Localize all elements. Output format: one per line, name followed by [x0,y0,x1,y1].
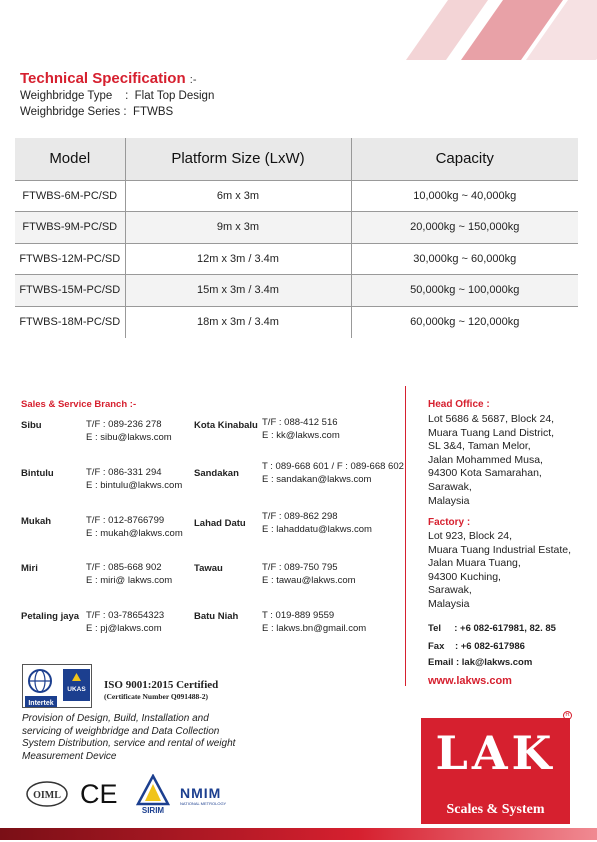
branch-contact: T/F : 012-8766799 E : mukah@lakws.com [86,515,183,539]
cell-size: 6m x 3m [125,180,351,212]
header-platform-size: Platform Size (LxW) [125,138,351,180]
branch-name: Mukah [21,516,52,527]
email[interactable]: Email : lak@lakws.com [428,657,533,668]
sirim-icon [134,774,172,814]
table-row [15,180,578,212]
branch-name: Sibu [21,420,42,431]
table-row [15,243,578,275]
tel: Tel : +6 082-617981, 82. 85 [428,623,556,634]
spec-series: Weighbridge Series : FTWBS [20,106,174,118]
branch-contact: T/F : 085-668 902 E : miri@ lakws.com [86,562,173,586]
svg-text:SIRIM: SIRIM [141,806,165,814]
certification-logos [22,664,92,708]
factory-heading: Factory : [428,517,471,528]
footer-bar [0,828,597,840]
table-row [15,212,578,244]
header-capacity: Capacity [351,138,578,180]
branch-contact: T/F : 086-331 294 E : bintulu@lakws.com [86,467,183,491]
head-office-address: Lot 5686 & 5687, Block 24, Muara Tuang Land District, SL 3&4, Taman Melor, Jalan Mohammed Musa, 94300 Kota Samarahan, Sarawak, Malaysia [428,413,555,507]
svg-text:UKAS: UKAS [67,686,86,693]
cell-size: 9m x 3m [125,212,351,244]
nmim-logo: NMIM NATIONAL METROLOGY [180,785,227,806]
oiml-icon [25,780,69,808]
branch-name: Bintulu [21,468,54,479]
branch-contact: T/F : 088-412 516 E : kk@lakws.com [262,417,340,441]
cell-model: FTWBS-15M-PC/SD [15,275,125,307]
svg-text:OIML: OIML [33,790,61,801]
spec-type: Weighbridge Type : Flat Top Design [20,90,215,102]
registered-icon: R [563,711,572,720]
cell-capacity: 20,000kg ~ 150,000kg [351,212,578,244]
cell-size: 12m x 3m / 3.4m [125,243,351,275]
fax: Fax : +6 082-617986 [428,641,525,652]
branch-name: Lahad Datu [194,518,246,529]
cell-model: FTWBS-12M-PC/SD [15,243,125,275]
iso-certificate-number: (Certificate Number Q091488-2) [104,692,208,701]
header-model: Model [15,138,125,180]
branch-contact: T/F : 03-78654323 E : pj@lakws.com [86,610,165,634]
cell-model: FTWBS-6M-PC/SD [15,180,125,212]
branch-name: Batu Niah [194,611,239,622]
cell-capacity: 10,000kg ~ 40,000kg [351,180,578,212]
iso-certified: ISO 9001:2015 Certified [104,679,219,691]
page-title: Technical Specification :- [20,70,197,87]
branch-name: Tawau [194,563,223,574]
cell-size: 15m x 3m / 3.4m [125,275,351,307]
cell-capacity: 50,000kg ~ 100,000kg [351,275,578,307]
branch-name: Sandakan [194,468,239,479]
header-decoration [367,0,597,60]
cell-capacity: 60,000kg ~ 120,000kg [351,306,578,338]
ce-mark-icon: CE [80,779,118,809]
lak-logo: LAK Scales & System [421,718,570,824]
spec-table [15,138,578,338]
branch-name: Kota Kinabalu [194,420,258,431]
branch-contact: T/F : 089-862 298 E : lahaddatu@lakws.com [262,511,372,535]
table-row [15,275,578,307]
svg-text:Intertek: Intertek [28,700,54,707]
branch-contact: T/F : 089-236 278 E : sibu@lakws.com [86,419,172,443]
cell-size: 18m x 3m / 3.4m [125,306,351,338]
cell-model: FTWBS-18M-PC/SD [15,306,125,338]
factory-address: Lot 923, Block 24, Muara Tuang Industrial Estate, Jalan Muara Tuang, 94300 Kuching, Sarawak, Malaysia [428,530,571,610]
branch-contact: T/F : 089-750 795 E : tawau@lakws.com [262,562,356,586]
branch-name: Petaling jaya [21,611,80,622]
head-office-heading: Head Office : [428,399,490,410]
website-link[interactable]: www.lakws.com [428,675,512,687]
table-row [15,306,578,338]
provision-text: Provision of Design, Build, Installation and servicing of weighbridge and Data Collection System Distribution, service and rental of weight Measurement Device [22,713,236,762]
cell-model: FTWBS-9M-PC/SD [15,212,125,244]
divider [405,386,406,686]
branch-name: Miri [21,563,38,574]
branch-contact: T : 089-668 601 / F : 089-668 602 E : sandakan@lakws.com [262,461,404,485]
cell-capacity: 30,000kg ~ 60,000kg [351,243,578,275]
branches-heading: Sales & Service Branch :- [21,399,137,410]
branch-contact: T : 019-889 9559 E : lakws.bn@gmail.com [262,610,367,634]
